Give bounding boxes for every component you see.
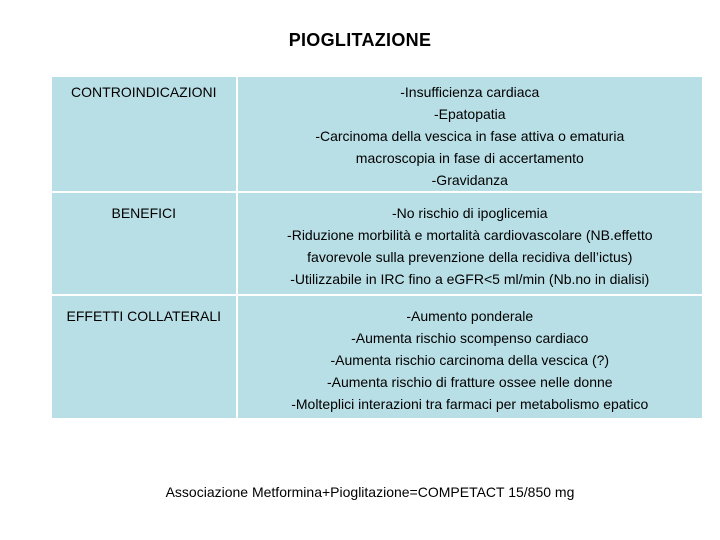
content-line: -Aumento ponderale	[406, 308, 534, 324]
content-line: -Utilizzabile in IRC fino a eGFR<5 ml/min (Nb.no in dialisi)	[290, 271, 650, 287]
table-row-benefici	[52, 191, 702, 294]
content-line: -Insufficienza cardiaca	[400, 84, 540, 100]
content-line: -No rischio di ipoglicemia	[391, 205, 548, 221]
content-line: -Epatopatia	[433, 106, 506, 122]
row-label	[52, 294, 238, 418]
footer-note: Associazione Metformina+Pioglitazione=COMPETACT 15/850 mg	[165, 484, 575, 500]
content-line: -Aumenta rischio carcinoma della vescica (?)	[330, 352, 610, 368]
row-content	[238, 191, 702, 294]
row-label	[52, 191, 238, 294]
content-line: -Carcinoma della vescica in fase attiva o ematuria	[315, 128, 625, 144]
row-label	[52, 77, 238, 191]
table-row-effetti-collaterali	[52, 294, 702, 418]
row-label-text: CONTROINDICAZIONI	[71, 84, 217, 100]
info-table	[52, 77, 702, 418]
row-label-text: EFFETTI COLLATERALI	[66, 308, 222, 324]
row-label-text: BENEFICI	[111, 205, 177, 221]
content-line: -Aumenta rischio scompenso cardiaco	[351, 330, 589, 346]
content-line: favorevole sulla prevenzione della recidiva dell’ictus)	[307, 249, 633, 265]
content-line: -Molteplici interazioni tra farmaci per metabolismo epatico	[291, 396, 649, 412]
page-title: PIOGLITAZIONE	[288, 30, 432, 50]
table-row-controindicazioni	[52, 77, 702, 191]
content-line: -Aumenta rischio di fratture ossee nelle donne	[326, 374, 613, 390]
row-content	[238, 294, 702, 418]
content-line: -Riduzione morbilità e mortalità cardiovascolare (NB.effetto	[287, 227, 653, 243]
content-line: -Gravidanza	[431, 172, 508, 188]
content-line: macroscopia in fase di accertamento	[355, 150, 584, 166]
row-content	[238, 77, 702, 191]
